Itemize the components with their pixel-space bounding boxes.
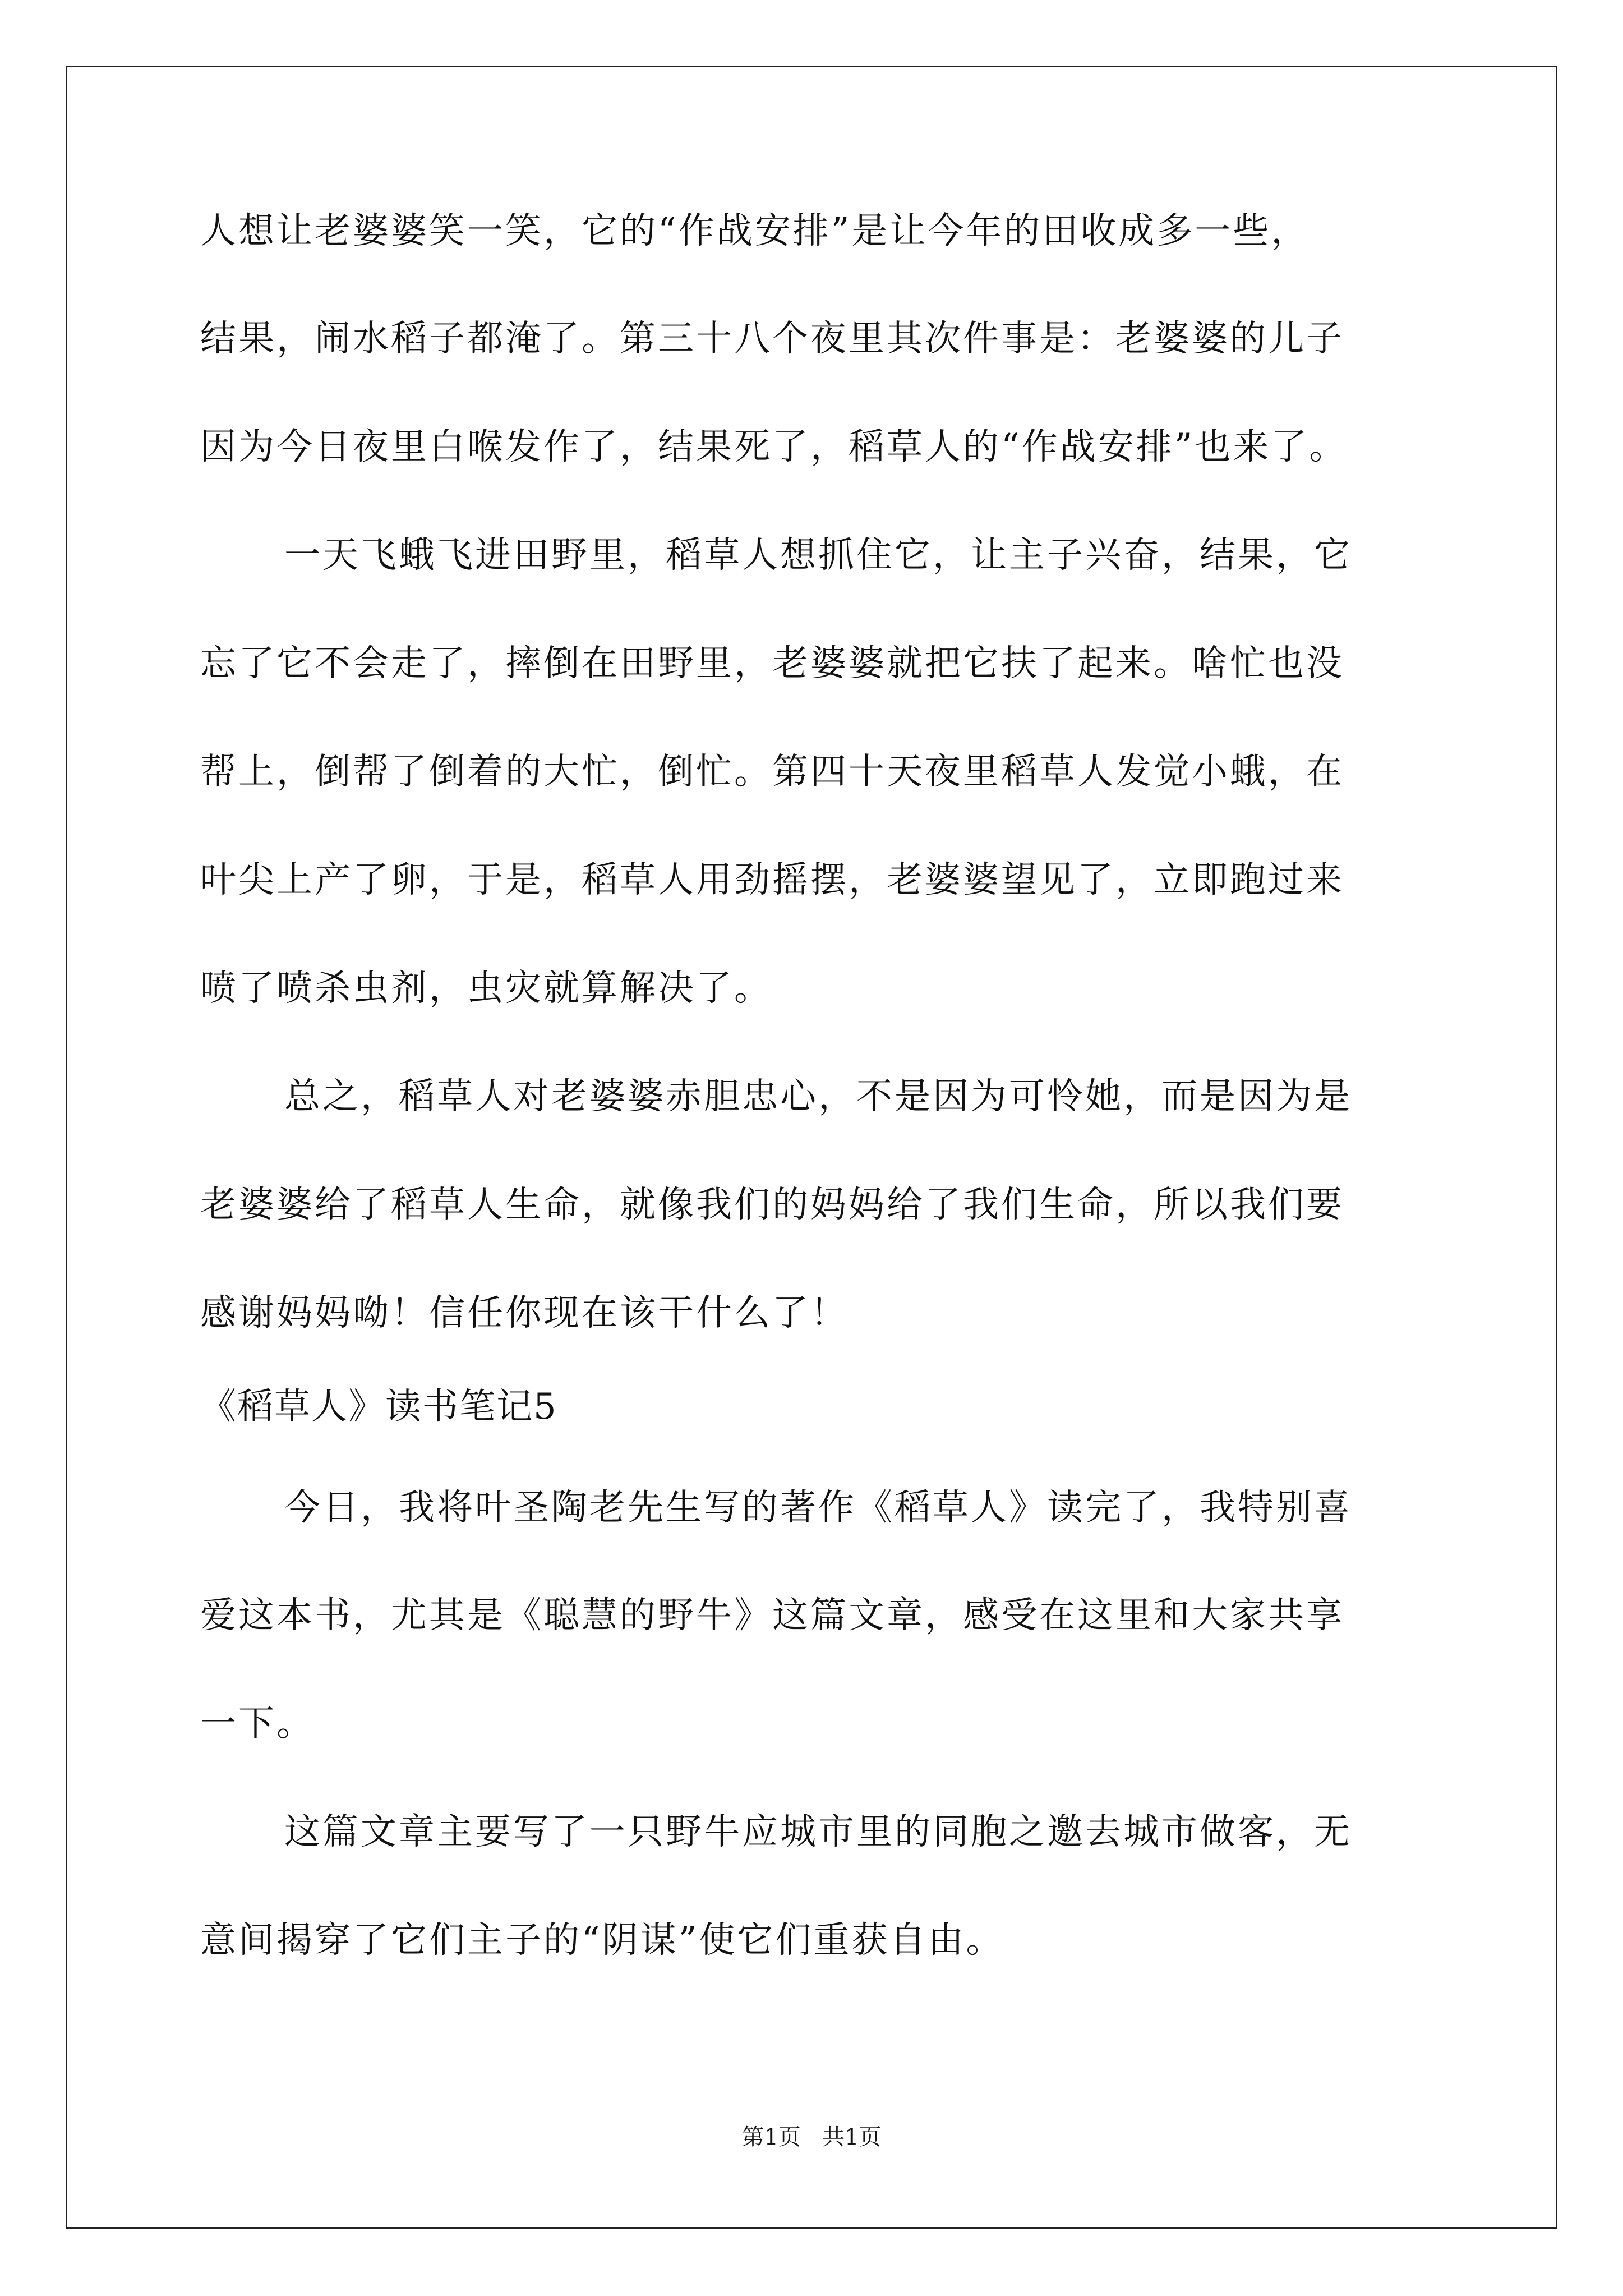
body-line-14: 爱这本书，尤其是《聪慧的野牛》这篇文章，感受在这里和大家共享 [200, 1595, 1344, 1636]
body-line-3: 因为今日夜里白喉发作了，结果死了，稻草人的“作战安排”也来了。 [200, 426, 1348, 468]
body-line-15: 一下。 [200, 1703, 315, 1745]
body-line-9: 总之，稻草人对老婆婆赤胆忠心，不是因为可怜她，而是因为是 [284, 1076, 1352, 1117]
body-line-5: 忘了它不会走了，摔倒在田野里，老婆婆就把它扶了起来。啥忙也没 [200, 643, 1344, 684]
page-footer: 第1页 共1页 [741, 2124, 882, 2150]
body-line-17: 意间揭穿了它们主子的“阴谋”使它们重获自由。 [200, 1920, 1004, 1961]
body-line-10: 老婆婆给了稻草人生命，就像我们的妈妈给了我们生命，所以我们要 [200, 1184, 1344, 1226]
body-line-1: 人想让老婆婆笑一笑，它的“作战安排”是让今年的田收成多一些， [200, 210, 1310, 252]
body-line-6: 帮上，倒帮了倒着的大忙，倒忙。第四十天夜里稻草人发觉小蛾，在 [200, 751, 1344, 793]
body-line-8: 喷了喷杀虫剂，虫灾就算解决了。 [200, 968, 772, 1009]
body-line-2: 结果，闹水稻子都淹了。第三十八个夜里其次件事是：老婆婆的儿子 [200, 318, 1344, 360]
body-line-11: 感谢妈妈呦！信任你现在该干什么了！ [200, 1292, 849, 1334]
body-line-4: 一天飞蛾飞进田野里，稻草人想抓住它，让主子兴奋，结果，它 [284, 535, 1352, 576]
body-line-7: 叶尖上产了卵，于是，稻草人用劲摇摆，老婆婆望见了，立即跑过来 [200, 859, 1344, 901]
page-border [66, 66, 1557, 2229]
body-line-16: 这篇文章主要写了一只野牛应城市里的同胞之邀去城市做客，无 [284, 1811, 1352, 1853]
body-line-13: 今日，我将叶圣陶老先生写的著作《稻草人》读完了，我特别喜 [284, 1487, 1352, 1529]
section-heading: 《稻草人》读书笔记5 [200, 1386, 557, 1428]
